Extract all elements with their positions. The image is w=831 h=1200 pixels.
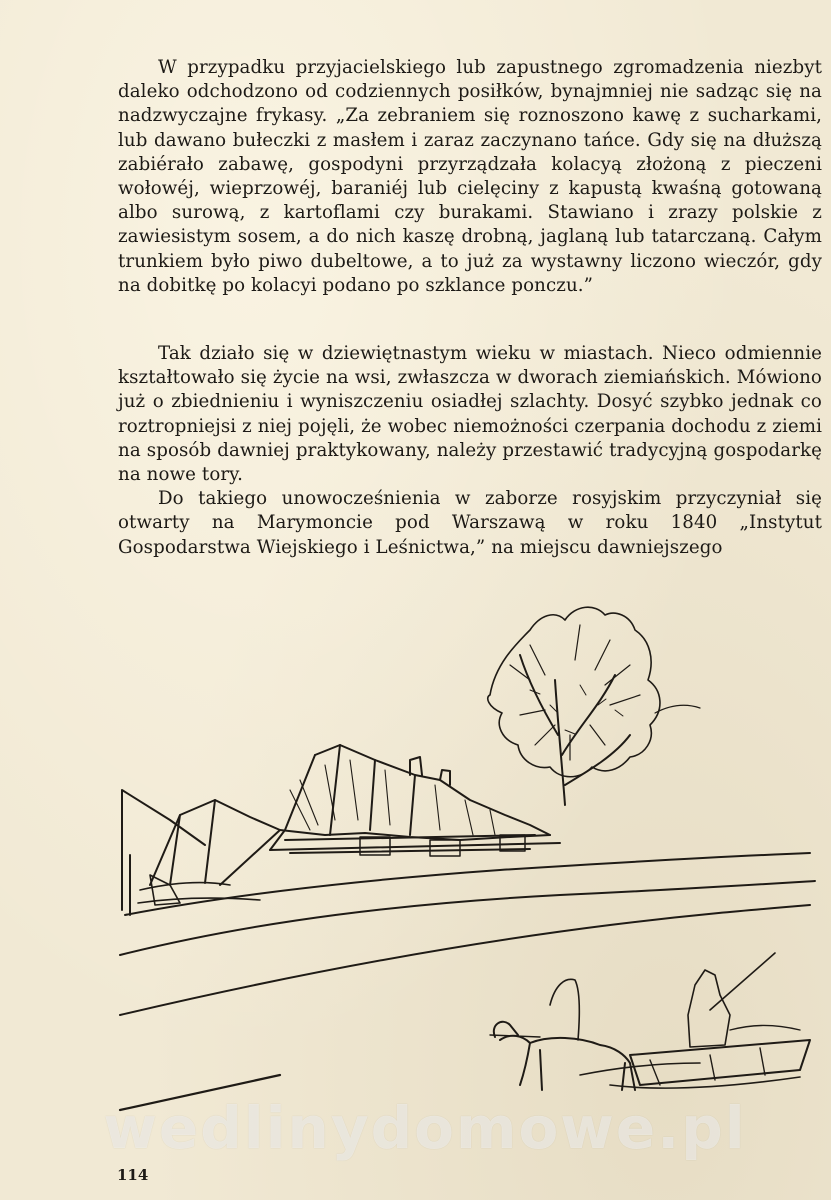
horse-sleigh-drawing [494, 953, 810, 1090]
paragraph-2: Tak działo się w dziewiętnastym wieku w miastach. Nieco odmiennie kształtowało się życie na wsi, zwłaszcza w dworach ziemiańskich. Mówiono już o zbiednieniu i wyniszczeniu osiadłej szlachty. Dosyć szybko jednak co roztropniejsi z niej pojęli, że wobec niemożności czerpania dochodu z ziemi na sposób dawniej praktykowany, należy przestawić tradycyjną gospodarkę na nowe tory. [118, 343, 822, 486]
paragraph-3: Do takiego unowocześnienia w zaborze rosyjskim przyczyniał się otwarty na Marymoncie pod Warszawą w roku 1840 „Instytut Gospodarstwa Wiejskiego i Leśnictwa,” na miejscu dawniejszego [118, 488, 822, 558]
text-block-top [118, 56, 822, 298]
text-block-bottom [118, 342, 822, 560]
tree-drawing [488, 607, 700, 805]
paragraph-1: W przypadku przyjacielskiego lub zapustnego zgromadzenia niezbyt daleko odchodzono od codziennych posiłków, bynajmniej nie sadząc się na nadzwyczajne frykasy. „Za zebraniem się roznoszono kawę z sucharkami, lub dawano bułeczki z masłem i zaraz zaczynano tańce. Gdy się na dłuższą zabiérało zabawę, gospodyni przyrządzała kolacyą złożoną z pieczeni wołowéj, wieprzowéj, baraniéj lub cielęciny z kapustą kwaśną gotowaną albo surową, z kartoflami czy burakami. Stawiano i zrazy polskie z zawiesistym sosem, a do nich kaszę drobną, jaglaną lub tatarczaną. Całym trunkiem było piwo dubeltowe, a to już za wystawny liczono wieczór, gdy na dobitkę po kolacyi podano po szklance ponczu.” [118, 57, 822, 296]
village-sketch-icon [110, 585, 825, 1145]
watermark-text: wedlinydomowe.pl [103, 1094, 747, 1162]
field-lines-drawing [120, 853, 815, 1110]
cottages-drawing [150, 745, 560, 885]
page-number: 114 [117, 1166, 149, 1184]
